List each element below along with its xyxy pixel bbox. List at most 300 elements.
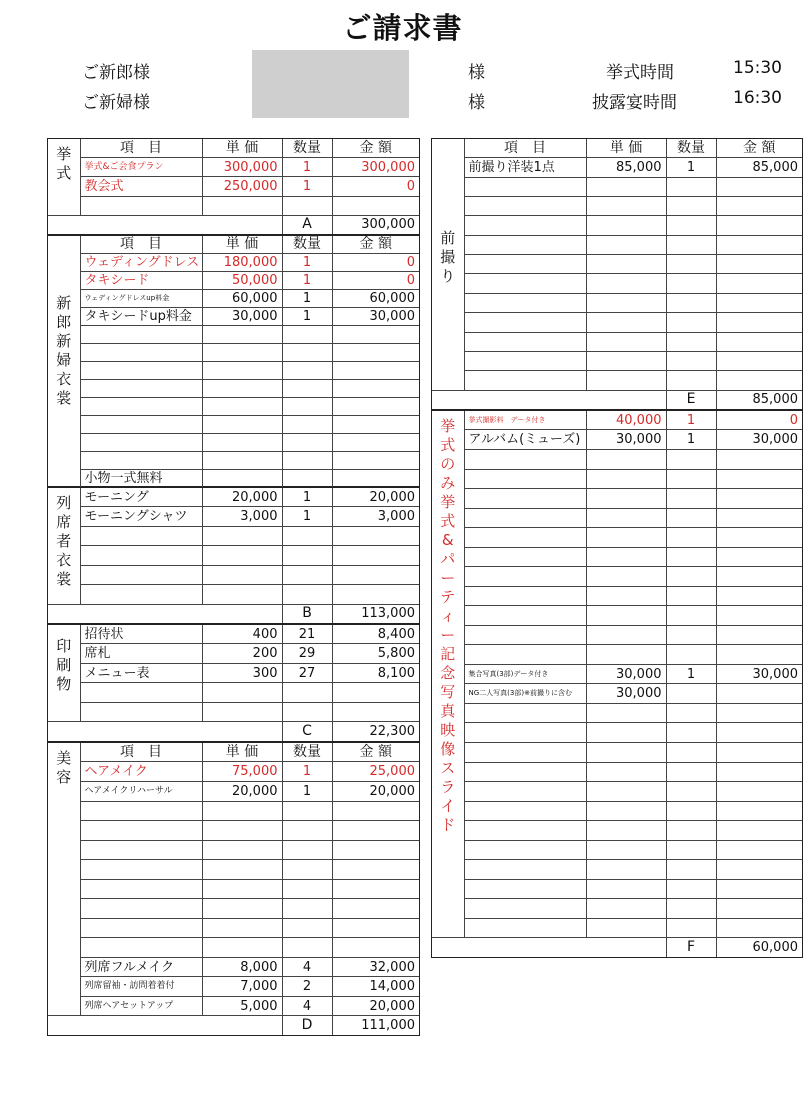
qty-cell: 1: [282, 177, 332, 196]
item-cell: [464, 742, 586, 762]
qty-cell: [282, 683, 332, 703]
table-row: [432, 567, 802, 587]
table-row: [432, 411, 802, 430]
subtotal-amount: 60,000: [716, 938, 802, 957]
price-cell: [586, 879, 666, 899]
amount-cell: [716, 567, 802, 587]
item-cell: [464, 723, 586, 743]
price-cell: [586, 567, 666, 587]
table-row: [432, 586, 802, 606]
table-row: [48, 196, 419, 215]
price-cell: [586, 332, 666, 351]
amount-cell: [716, 489, 802, 509]
item-cell: ヘアメイクリハーサル: [80, 782, 202, 802]
amount-cell: 30,000: [716, 664, 802, 684]
table-row: [48, 380, 419, 398]
table-row: [48, 326, 419, 344]
qty-cell: [666, 274, 716, 293]
groom-label: ご新郎様: [82, 63, 150, 83]
item-cell: [464, 274, 586, 293]
amount-cell: [716, 177, 802, 196]
table-row: [48, 344, 419, 362]
item-cell: [464, 567, 586, 587]
item-cell: [80, 526, 202, 545]
price-cell: [586, 762, 666, 782]
price-cell: 200: [202, 644, 282, 664]
item-cell: [80, 918, 202, 938]
price-cell: 8,000: [202, 957, 282, 977]
price-cell: [202, 860, 282, 880]
amount-cell: [716, 235, 802, 254]
item-cell: [464, 371, 586, 390]
amount-cell: [332, 840, 419, 860]
amount-cell: [716, 450, 802, 470]
item-cell: [464, 313, 586, 332]
table-row: [48, 860, 419, 880]
qty-cell: [666, 684, 716, 704]
table-row: [48, 434, 419, 452]
item-cell: 挙式&ご会食プラン: [80, 158, 202, 177]
qty-cell: [282, 938, 332, 958]
price-cell: [202, 821, 282, 841]
amount-cell: [716, 918, 802, 938]
qty-cell: [282, 899, 332, 919]
column-header-price: 単 価: [586, 139, 666, 158]
item-cell: アルバム(ミューズ): [464, 430, 586, 450]
item-cell: [80, 879, 202, 899]
item-cell: タキシードup料金: [80, 308, 202, 326]
item-cell: [464, 860, 586, 880]
table-row: [432, 293, 802, 312]
table-row: [48, 782, 419, 802]
qty-cell: [666, 255, 716, 274]
table-row: [432, 177, 802, 196]
amount-cell: 0: [332, 254, 419, 272]
price-cell: 20,000: [202, 488, 282, 507]
amount-cell: [332, 526, 419, 545]
amount-cell: [332, 801, 419, 821]
price-cell: [586, 801, 666, 821]
price-cell: 30,000: [202, 308, 282, 326]
price-cell: [202, 565, 282, 584]
qty-cell: [666, 351, 716, 370]
item-cell: [464, 645, 586, 665]
item-cell: 教会式: [80, 177, 202, 196]
amount-cell: [716, 723, 802, 743]
subtotal-label: B: [282, 604, 332, 623]
qty-cell: [282, 452, 332, 470]
column-header-price: 単 価: [202, 236, 282, 254]
item-cell: ウェディングドレス: [80, 254, 202, 272]
amount-cell: [332, 452, 419, 470]
amount-cell: [716, 508, 802, 528]
qty-cell: 1: [666, 430, 716, 450]
table-row: [432, 313, 802, 332]
table-row: [48, 177, 419, 196]
table-row: [48, 158, 419, 177]
subtotal-label: F: [666, 938, 716, 957]
column-header-qty: 数量: [282, 236, 332, 254]
qty-cell: [666, 860, 716, 880]
item-cell: [80, 702, 202, 722]
groom-sama: 様: [468, 63, 485, 83]
table-row: [48, 507, 419, 526]
item-cell: [464, 918, 586, 938]
table-row: [432, 235, 802, 254]
price-cell: [586, 723, 666, 743]
item-cell: [80, 565, 202, 584]
amount-cell: [716, 801, 802, 821]
price-cell: [202, 879, 282, 899]
table-row: [432, 742, 802, 762]
price-cell: 400: [202, 625, 282, 644]
item-cell: [464, 177, 586, 196]
qty-cell: [666, 723, 716, 743]
qty-cell: [282, 840, 332, 860]
subtotal-amount: 113,000: [332, 604, 419, 623]
item-cell: 挙式撮影料 データ付き: [464, 411, 586, 430]
price-cell: 300: [202, 663, 282, 683]
price-cell: [202, 938, 282, 958]
item-cell: 招待状: [80, 625, 202, 644]
amount-cell: 0: [716, 411, 802, 430]
table-row: [432, 703, 802, 723]
qty-cell: 1: [282, 272, 332, 290]
amount-cell: [716, 840, 802, 860]
table-row: [48, 918, 419, 938]
item-cell: [464, 469, 586, 489]
qty-cell: 1: [666, 411, 716, 430]
amount-cell: [332, 879, 419, 899]
table-row: [48, 272, 419, 290]
ceremony-time-label: 挙式時間: [606, 63, 674, 83]
item-cell: モーニングシャツ: [80, 507, 202, 526]
item-cell: [464, 586, 586, 606]
price-cell: [586, 313, 666, 332]
price-cell: [586, 197, 666, 216]
table-row: [432, 860, 802, 880]
subtotal-amount: 111,000: [332, 1016, 419, 1035]
item-cell: [464, 703, 586, 723]
section-label: 印刷物: [48, 625, 80, 722]
qty-cell: 1: [666, 158, 716, 177]
amount-cell: [716, 547, 802, 567]
table-row: [48, 416, 419, 434]
amount-cell: 85,000: [716, 158, 802, 177]
qty-cell: [666, 197, 716, 216]
qty-cell: 21: [282, 625, 332, 644]
item-cell: 前撮り洋装1点: [464, 158, 586, 177]
amount-cell: [716, 255, 802, 274]
column-header-price: 単 価: [202, 743, 282, 762]
amount-cell: [716, 313, 802, 332]
amount-cell: [332, 398, 419, 416]
table-row: [432, 469, 802, 489]
amount-cell: 32,000: [332, 957, 419, 977]
price-cell: [202, 434, 282, 452]
bride-label: ご新婦様: [82, 93, 150, 113]
table-row: [48, 879, 419, 899]
column-header-qty: 数量: [282, 139, 332, 158]
amount-cell: [716, 684, 802, 704]
amount-cell: [332, 860, 419, 880]
price-cell: [586, 528, 666, 548]
item-cell: [464, 879, 586, 899]
amount-cell: [716, 332, 802, 351]
table-row: [432, 351, 802, 370]
table-row: [48, 488, 419, 507]
amount-cell: [716, 293, 802, 312]
section-label: 新郎新婦衣裳: [48, 236, 80, 487]
column-header-item: 項 目: [464, 139, 586, 158]
amount-cell: 0: [332, 272, 419, 290]
item-cell: 席札: [80, 644, 202, 664]
page-title: ご請求書: [342, 11, 463, 45]
qty-cell: [282, 470, 332, 488]
qty-cell: [666, 216, 716, 235]
table-row: [48, 702, 419, 722]
qty-cell: [282, 860, 332, 880]
item-cell: [464, 547, 586, 567]
amount-cell: 14,000: [332, 977, 419, 997]
qty-cell: [282, 362, 332, 380]
amount-cell: 30,000: [332, 308, 419, 326]
item-cell: [464, 197, 586, 216]
item-cell: [80, 344, 202, 362]
qty-cell: [282, 196, 332, 215]
item-cell: [464, 255, 586, 274]
amount-cell: [716, 703, 802, 723]
amount-cell: [332, 416, 419, 434]
amount-cell: [332, 344, 419, 362]
table-row: [432, 158, 802, 177]
table-row: [48, 565, 419, 584]
reception-time-label: 披露宴時間: [592, 93, 677, 113]
price-cell: [586, 606, 666, 626]
amount-cell: [332, 938, 419, 958]
item-cell: [80, 683, 202, 703]
price-cell: 30,000: [586, 430, 666, 450]
amount-cell: [332, 434, 419, 452]
amount-cell: [332, 683, 419, 703]
qty-cell: 1: [282, 308, 332, 326]
table-row: [432, 684, 802, 704]
table-row: [48, 625, 419, 644]
qty-cell: 4: [282, 996, 332, 1016]
amount-cell: [716, 586, 802, 606]
qty-cell: [666, 332, 716, 351]
item-cell: [80, 546, 202, 565]
beauty-section: [47, 742, 420, 1036]
table-row: [48, 254, 419, 272]
column-header-amount: 金 額: [332, 139, 419, 158]
item-cell: [80, 416, 202, 434]
qty-cell: [282, 416, 332, 434]
item-cell: ヘアメイク: [80, 762, 202, 782]
amount-cell: [716, 274, 802, 293]
amount-cell: [716, 879, 802, 899]
item-cell: [464, 899, 586, 919]
qty-cell: 2: [282, 977, 332, 997]
table-row: [432, 508, 802, 528]
qty-cell: 4: [282, 957, 332, 977]
column-header-item: 項 目: [80, 743, 202, 762]
qty-cell: 1: [282, 158, 332, 177]
item-cell: [80, 362, 202, 380]
column-header-row: [48, 743, 419, 762]
price-cell: [586, 703, 666, 723]
item-cell: [80, 398, 202, 416]
qty-cell: [666, 782, 716, 802]
table-row: [48, 470, 419, 488]
amount-cell: 3,000: [332, 507, 419, 526]
amount-cell: 5,800: [332, 644, 419, 664]
section-label: 列席者衣裳: [48, 488, 80, 604]
price-cell: [586, 450, 666, 470]
price-cell: [586, 489, 666, 509]
price-cell: [202, 702, 282, 722]
bride-sama: 様: [468, 93, 485, 113]
guest-attire-section: [47, 487, 420, 624]
amount-cell: [716, 625, 802, 645]
price-cell: 5,000: [202, 996, 282, 1016]
table-row: [48, 663, 419, 683]
qty-cell: [282, 801, 332, 821]
table-row: [432, 625, 802, 645]
item-cell: 列席フルメイク: [80, 957, 202, 977]
price-cell: [202, 918, 282, 938]
amount-cell: [332, 326, 419, 344]
amount-cell: 25,000: [332, 762, 419, 782]
table-row: [432, 918, 802, 938]
price-cell: [202, 840, 282, 860]
item-cell: [464, 625, 586, 645]
subtotal-amount: 22,300: [332, 722, 419, 741]
item-cell: モーニング: [80, 488, 202, 507]
item-cell: [464, 606, 586, 626]
amount-cell: [716, 216, 802, 235]
section-label: 挙式のみ 挙式&パーティー 記念写真 映像 スライド: [432, 411, 464, 938]
table-row: [48, 957, 419, 977]
amount-cell: [716, 351, 802, 370]
qty-cell: [666, 645, 716, 665]
qty-cell: 1: [282, 488, 332, 507]
item-cell: 列席留袖・訪問着着付: [80, 977, 202, 997]
table-row: [48, 938, 419, 958]
table-row: [48, 546, 419, 565]
price-cell: 300,000: [202, 158, 282, 177]
item-cell: [80, 801, 202, 821]
item-cell: [464, 782, 586, 802]
table-row: [48, 308, 419, 326]
amount-cell: [332, 918, 419, 938]
amount-cell: 30,000: [716, 430, 802, 450]
item-cell: [80, 899, 202, 919]
section-label: 挙式: [48, 139, 80, 215]
table-row: [48, 977, 419, 997]
qty-cell: [666, 313, 716, 332]
amount-cell: [716, 742, 802, 762]
price-cell: [586, 625, 666, 645]
table-row: [432, 371, 802, 390]
column-header-qty: 数量: [282, 743, 332, 762]
table-row: [432, 664, 802, 684]
qty-cell: [666, 547, 716, 567]
qty-cell: [666, 821, 716, 841]
item-cell: [80, 326, 202, 344]
column-header-row: [432, 139, 802, 158]
amount-cell: [332, 899, 419, 919]
section-label: 美 容: [48, 743, 80, 1016]
table-row: [432, 606, 802, 626]
amount-cell: 0: [332, 177, 419, 196]
item-cell: [80, 196, 202, 215]
qty-cell: [666, 762, 716, 782]
table-row: [432, 801, 802, 821]
item-cell: [464, 489, 586, 509]
price-cell: 180,000: [202, 254, 282, 272]
qty-cell: 1: [282, 762, 332, 782]
table-row: [48, 290, 419, 308]
price-cell: 60,000: [202, 290, 282, 308]
column-header-price: 単 価: [202, 139, 282, 158]
item-cell: [464, 821, 586, 841]
price-cell: [586, 742, 666, 762]
amount-cell: [716, 782, 802, 802]
price-cell: [586, 371, 666, 390]
qty-cell: [282, 821, 332, 841]
price-cell: [586, 255, 666, 274]
qty-cell: 29: [282, 644, 332, 664]
table-row: [432, 274, 802, 293]
table-row: [48, 762, 419, 782]
qty-cell: [666, 742, 716, 762]
qty-cell: [282, 326, 332, 344]
subtotal-amount: 300,000: [332, 215, 419, 234]
qty-cell: [666, 703, 716, 723]
qty-cell: [282, 380, 332, 398]
amount-cell: [716, 528, 802, 548]
amount-cell: [332, 380, 419, 398]
item-cell: [464, 351, 586, 370]
qty-cell: [282, 585, 332, 604]
subtotal-label: E: [666, 390, 716, 409]
price-cell: [586, 860, 666, 880]
price-cell: [202, 585, 282, 604]
qty-cell: [282, 546, 332, 565]
item-cell: 集合写真(3部)データ付き: [464, 664, 586, 684]
subtotal-label: A: [282, 215, 332, 234]
amount-cell: [332, 821, 419, 841]
item-cell: [464, 332, 586, 351]
price-cell: 40,000: [586, 411, 666, 430]
printing-section: [47, 624, 420, 742]
item-cell: [80, 860, 202, 880]
table-row: [432, 899, 802, 919]
qty-cell: [666, 586, 716, 606]
price-cell: [586, 235, 666, 254]
price-cell: [202, 362, 282, 380]
item-cell: NG二人写真(3部)※前撮りに含む: [464, 684, 586, 704]
item-cell: タキシード: [80, 272, 202, 290]
qty-cell: [666, 528, 716, 548]
price-cell: [586, 918, 666, 938]
qty-cell: [282, 879, 332, 899]
table-row: [432, 723, 802, 743]
price-cell: [202, 452, 282, 470]
qty-cell: 1: [666, 664, 716, 684]
price-cell: [202, 683, 282, 703]
